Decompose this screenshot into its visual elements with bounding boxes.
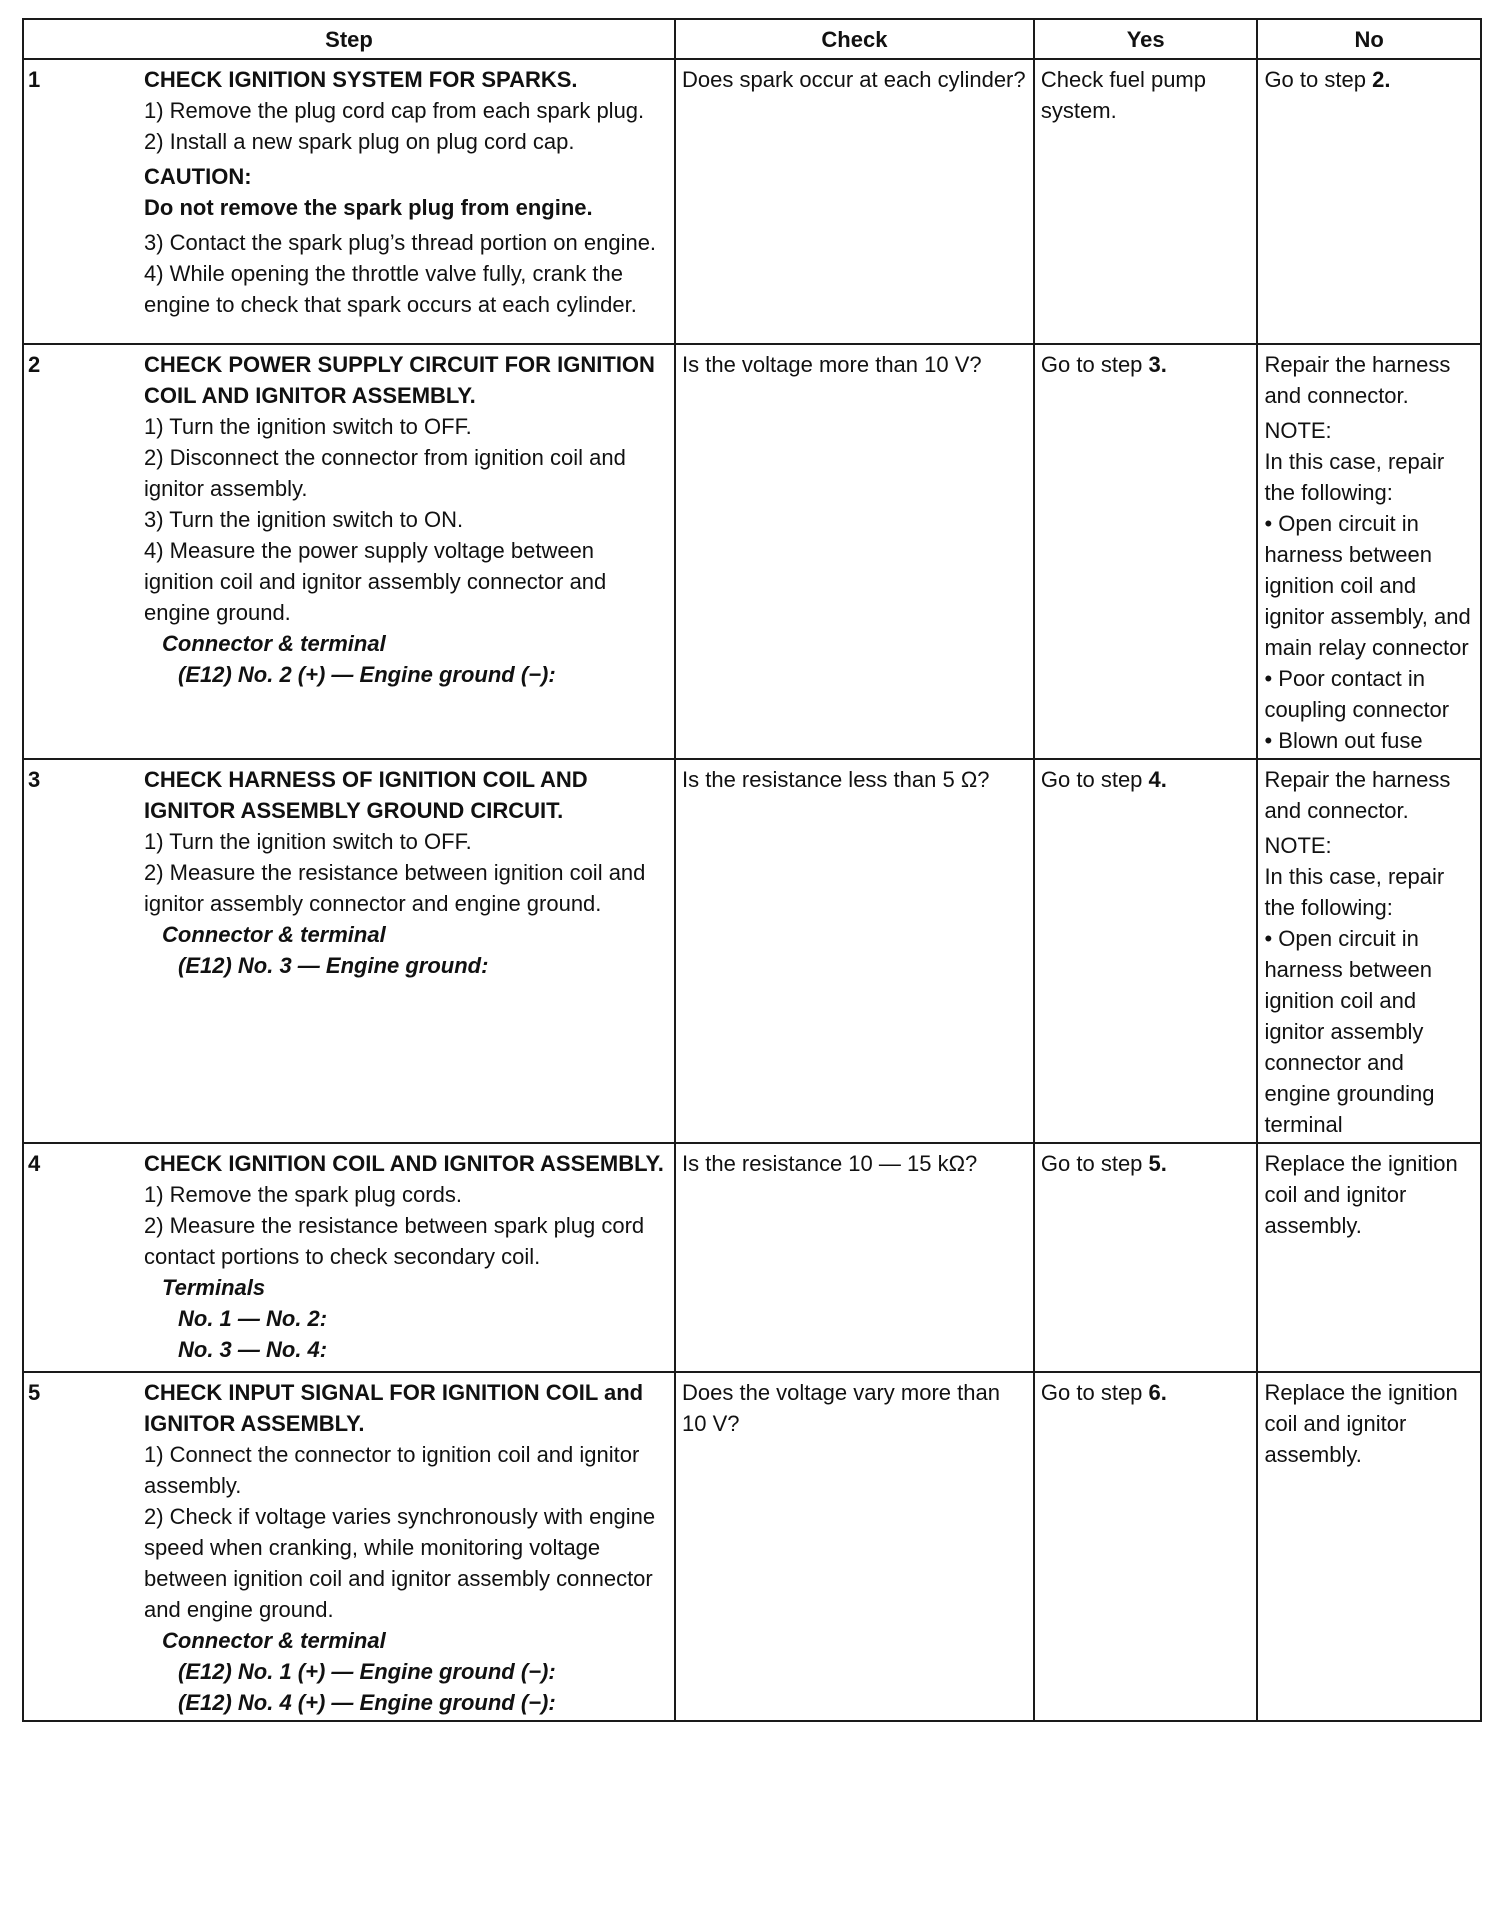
note-bullet: • Open circuit in harness between ignition coil and ignitor assembly connector and engine grounding terminal	[1264, 923, 1476, 1140]
table-header-row	[23, 19, 1481, 59]
yes-action-prefix: Go to step	[1040, 1151, 1143, 1176]
step-cell-2	[23, 344, 675, 759]
caution-text: Do not remove the spark plug from engine.	[144, 195, 593, 220]
step-instruction: 1) Remove the plug cord cap from each spark plug.	[144, 98, 645, 123]
check-question: Is the voltage more than 10 V?	[682, 352, 982, 377]
header-yes: Yes	[1034, 19, 1258, 59]
terminals-label: Terminals	[162, 1275, 266, 1300]
no-cell-2	[1257, 344, 1481, 759]
step-cell-4	[23, 1143, 675, 1372]
note-heading: NOTE:	[1264, 418, 1332, 443]
no-action: Repair the harness and connector.	[1264, 767, 1451, 823]
header-step: Step	[23, 19, 675, 59]
step-instruction: 1) Remove the spark plug cords.	[144, 1182, 462, 1207]
yes-step-link: 6.	[1148, 1380, 1167, 1405]
connector-terminal-label: Connector & terminal	[162, 631, 386, 656]
step-number: 3	[28, 767, 41, 792]
step-cell-5	[23, 1372, 675, 1721]
table-row-5	[23, 1372, 1481, 1721]
yes-step-link: 3.	[1148, 352, 1167, 377]
caution-heading: CAUTION:	[144, 164, 252, 189]
check-cell-1	[675, 59, 1034, 344]
step-instruction: 3) Turn the ignition switch to ON.	[144, 507, 464, 532]
check-cell-3	[675, 759, 1034, 1143]
step-instruction: 2) Measure the resistance between spark plug cord contact portions to check secondary coil.	[144, 1213, 645, 1269]
step-instruction: 1) Turn the ignition switch to OFF.	[144, 829, 472, 854]
yes-cell-1	[1034, 59, 1258, 344]
table-row-1	[23, 59, 1481, 344]
no-action: Replace the ignition coil and ignitor assembly.	[1264, 1151, 1458, 1238]
table-row-4	[23, 1143, 1481, 1372]
yes-cell-2	[1034, 344, 1258, 759]
yes-step-link: 4.	[1148, 767, 1167, 792]
step-instruction: 1) Connect the connector to ignition coil and ignitor assembly.	[144, 1442, 640, 1498]
step-instruction: 4) While opening the throttle valve fully, crank the engine to check that spark occurs at each cylinder.	[144, 261, 637, 317]
step-number: 5	[28, 1380, 41, 1405]
check-question: Is the resistance less than 5 Ω?	[682, 767, 990, 792]
check-question: Does the voltage vary more than 10 V?	[682, 1380, 1000, 1436]
no-cell-5	[1257, 1372, 1481, 1721]
step-title: CHECK POWER SUPPLY CIRCUIT FOR IGNITION COIL AND IGNITOR ASSEMBLY.	[144, 352, 655, 408]
yes-cell-4	[1034, 1143, 1258, 1372]
connector-terminal-value: (E12) No. 1 (+) — Engine ground (−):	[178, 1659, 556, 1684]
yes-action: Check fuel pump system.	[1040, 67, 1206, 123]
step-title: CHECK IGNITION SYSTEM FOR SPARKS.	[144, 67, 578, 92]
note-heading: NOTE:	[1264, 833, 1332, 858]
yes-action-prefix: Go to step	[1040, 352, 1143, 377]
no-action: Repair the harness and connector.	[1264, 352, 1451, 408]
check-cell-4	[675, 1143, 1034, 1372]
step-instruction: 1) Turn the ignition switch to OFF.	[144, 414, 472, 439]
step-instruction: 2) Install a new spark plug on plug cord cap.	[144, 129, 575, 154]
note-bullet: • Blown out fuse	[1264, 725, 1476, 756]
check-cell-5	[675, 1372, 1034, 1721]
terminals-value: No. 3 — No. 4:	[178, 1337, 328, 1362]
step-instruction: 2) Measure the resistance between ignition coil and ignitor assembly connector and engine ground.	[144, 860, 646, 916]
connector-terminal-label: Connector & terminal	[162, 922, 386, 947]
step-number: 1	[28, 67, 41, 92]
step-instruction: 3) Contact the spark plug’s thread portion on engine.	[144, 230, 657, 255]
yes-action-prefix: Go to step	[1040, 767, 1143, 792]
yes-action-prefix: Go to step	[1040, 1380, 1143, 1405]
connector-terminal-value: (E12) No. 2 (+) — Engine ground (−):	[178, 662, 556, 687]
note-bullet: • Open circuit in harness between ignition coil and ignitor assembly, and main relay connector	[1264, 508, 1476, 663]
no-action: Replace the ignition coil and ignitor assembly.	[1264, 1380, 1458, 1467]
check-cell-2	[675, 344, 1034, 759]
no-cell-3	[1257, 759, 1481, 1143]
step-number: 2	[28, 352, 41, 377]
step-cell-1	[23, 59, 675, 344]
step-instruction: 4) Measure the power supply voltage between ignition coil and ignitor assembly connector and engine ground.	[144, 538, 607, 625]
diagnostic-table	[22, 18, 1482, 1722]
step-title: CHECK IGNITION COIL AND IGNITOR ASSEMBLY.	[144, 1151, 664, 1176]
no-step-link: 2.	[1372, 67, 1391, 92]
no-cell-4	[1257, 1143, 1481, 1372]
terminals-value: No. 1 — No. 2:	[178, 1306, 328, 1331]
step-instruction: 2) Disconnect the connector from ignition coil and ignitor assembly.	[144, 445, 626, 501]
check-question: Is the resistance 10 — 15 kΩ?	[682, 1151, 978, 1176]
step-cell-3	[23, 759, 675, 1143]
no-action-prefix: Go to step	[1264, 67, 1366, 92]
yes-step-link: 5.	[1148, 1151, 1167, 1176]
header-no: No	[1257, 19, 1481, 59]
diagnostic-page	[22, 18, 1482, 1722]
step-number: 4	[28, 1151, 41, 1176]
note-bullet: • Poor contact in coupling connector	[1264, 663, 1476, 725]
yes-cell-3	[1034, 759, 1258, 1143]
header-check: Check	[675, 19, 1034, 59]
note-text: In this case, repair the following:	[1264, 864, 1445, 920]
note-text: In this case, repair the following:	[1264, 449, 1445, 505]
step-instruction: 2) Check if voltage varies synchronously with engine speed when cranking, while monitoring voltage between ignition coil and ignitor assembly connector and engine ground.	[144, 1504, 656, 1622]
connector-terminal-value: (E12) No. 3 — Engine ground:	[178, 953, 489, 978]
connector-terminal-value: (E12) No. 4 (+) — Engine ground (−):	[178, 1690, 556, 1715]
yes-cell-5	[1034, 1372, 1258, 1721]
no-cell-1	[1257, 59, 1481, 344]
connector-terminal-label: Connector & terminal	[162, 1628, 386, 1653]
step-title: CHECK INPUT SIGNAL FOR IGNITION COIL and IGNITOR ASSEMBLY.	[144, 1380, 644, 1436]
table-row-3	[23, 759, 1481, 1143]
step-title: CHECK HARNESS OF IGNITION COIL AND IGNITOR ASSEMBLY GROUND CIRCUIT.	[144, 767, 588, 823]
table-row-2	[23, 344, 1481, 759]
check-question: Does spark occur at each cylinder?	[682, 67, 1026, 92]
